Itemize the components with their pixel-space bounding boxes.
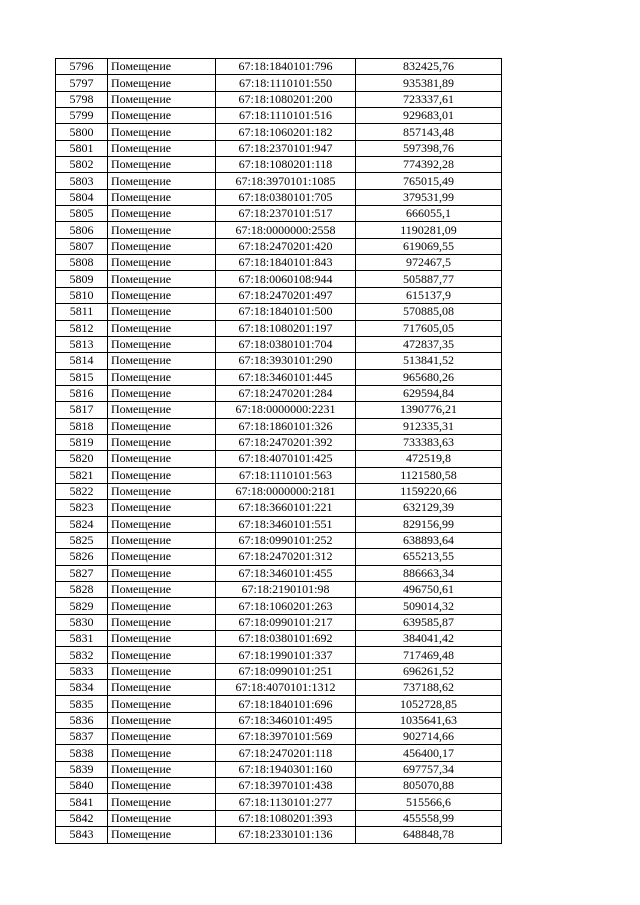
- row-number-cell: 5812: [56, 320, 108, 336]
- cadastral-value-cell: 1121580,58: [356, 467, 502, 483]
- table-row: [56, 663, 502, 679]
- cadastral-number-cell: 67:18:3660101:221: [216, 500, 356, 516]
- cadastral-value-cell: 655213,55: [356, 549, 502, 565]
- object-type-cell: Помещение: [108, 434, 216, 450]
- object-type-cell: Помещение: [108, 320, 216, 336]
- table-row: [56, 304, 502, 320]
- table-row: [56, 794, 502, 810]
- object-type-cell: Помещение: [108, 778, 216, 794]
- cadastral-value-cell: 505887,77: [356, 271, 502, 287]
- cadastral-value-cell: 696261,52: [356, 663, 502, 679]
- row-number-cell: 5838: [56, 745, 108, 761]
- cadastral-number-cell: 67:18:4070101:425: [216, 451, 356, 467]
- table-row: [56, 222, 502, 238]
- table-row: [56, 59, 502, 75]
- table-row: [56, 271, 502, 287]
- cadastral-value-cell: 774392,28: [356, 157, 502, 173]
- cadastral-number-cell: 67:18:0000000:2181: [216, 483, 356, 499]
- object-type-cell: Помещение: [108, 712, 216, 728]
- object-type-cell: Помещение: [108, 402, 216, 418]
- cadastral-value-cell: 638893,64: [356, 532, 502, 548]
- cadastral-number-cell: 67:18:2470201:118: [216, 745, 356, 761]
- row-number-cell: 5822: [56, 483, 108, 499]
- row-number-cell: 5798: [56, 91, 108, 107]
- cadastral-number-cell: 67:18:3930101:290: [216, 353, 356, 369]
- row-number-cell: 5805: [56, 206, 108, 222]
- table-row: [56, 483, 502, 499]
- table-row: [56, 827, 502, 843]
- cadastral-number-cell: 67:18:3970101:438: [216, 778, 356, 794]
- table-row: [56, 565, 502, 581]
- object-type-cell: Помещение: [108, 549, 216, 565]
- table-row: [56, 451, 502, 467]
- property-table: [55, 58, 502, 844]
- table-row: [56, 434, 502, 450]
- row-number-cell: 5799: [56, 108, 108, 124]
- table-row: [56, 598, 502, 614]
- cadastral-value-cell: 737188,62: [356, 680, 502, 696]
- cadastral-number-cell: 67:18:2470201:392: [216, 434, 356, 450]
- row-number-cell: 5823: [56, 500, 108, 516]
- cadastral-value-cell: 515566,6: [356, 794, 502, 810]
- row-number-cell: 5826: [56, 549, 108, 565]
- object-type-cell: Помещение: [108, 75, 216, 91]
- row-number-cell: 5814: [56, 353, 108, 369]
- cadastral-number-cell: 67:18:0000000:2558: [216, 222, 356, 238]
- table-row: [56, 647, 502, 663]
- cadastral-value-cell: 935381,89: [356, 75, 502, 91]
- cadastral-number-cell: 67:18:3460101:551: [216, 516, 356, 532]
- cadastral-value-cell: 472519,8: [356, 451, 502, 467]
- cadastral-value-cell: 829156,99: [356, 516, 502, 532]
- object-type-cell: Помещение: [108, 124, 216, 140]
- object-type-cell: Помещение: [108, 238, 216, 254]
- cadastral-number-cell: 67:18:0060108:944: [216, 271, 356, 287]
- cadastral-number-cell: 67:18:0990101:252: [216, 532, 356, 548]
- row-number-cell: 5833: [56, 663, 108, 679]
- cadastral-number-cell: 67:18:3970101:1085: [216, 173, 356, 189]
- row-number-cell: 5797: [56, 75, 108, 91]
- object-type-cell: Помещение: [108, 680, 216, 696]
- object-type-cell: Помещение: [108, 631, 216, 647]
- table-row: [56, 336, 502, 352]
- row-number-cell: 5825: [56, 532, 108, 548]
- cadastral-number-cell: 67:18:1080201:118: [216, 157, 356, 173]
- row-number-cell: 5843: [56, 827, 108, 843]
- cadastral-number-cell: 67:18:1840101:696: [216, 696, 356, 712]
- object-type-cell: Помещение: [108, 598, 216, 614]
- row-number-cell: 5837: [56, 729, 108, 745]
- row-number-cell: 5806: [56, 222, 108, 238]
- table-row: [56, 287, 502, 303]
- table-row: [56, 810, 502, 826]
- cadastral-number-cell: 67:18:2370101:947: [216, 140, 356, 156]
- row-number-cell: 5829: [56, 598, 108, 614]
- table-row: [56, 582, 502, 598]
- table-row: [56, 369, 502, 385]
- object-type-cell: Помещение: [108, 500, 216, 516]
- row-number-cell: 5796: [56, 59, 108, 75]
- object-type-cell: Помещение: [108, 614, 216, 630]
- cadastral-number-cell: 67:18:1110101:550: [216, 75, 356, 91]
- cadastral-number-cell: 67:18:1840101:843: [216, 255, 356, 271]
- table-row: [56, 761, 502, 777]
- table-row: [56, 516, 502, 532]
- table-row: [56, 745, 502, 761]
- object-type-cell: Помещение: [108, 336, 216, 352]
- cadastral-number-cell: 67:18:1080201:197: [216, 320, 356, 336]
- cadastral-number-cell: 67:18:1840101:796: [216, 59, 356, 75]
- cadastral-number-cell: 67:18:2470201:420: [216, 238, 356, 254]
- cadastral-value-cell: 629594,84: [356, 385, 502, 401]
- row-number-cell: 5836: [56, 712, 108, 728]
- object-type-cell: Помещение: [108, 59, 216, 75]
- cadastral-value-cell: 805070,88: [356, 778, 502, 794]
- cadastral-value-cell: 717605,05: [356, 320, 502, 336]
- cadastral-value-cell: 639585,87: [356, 614, 502, 630]
- row-number-cell: 5842: [56, 810, 108, 826]
- object-type-cell: Помещение: [108, 745, 216, 761]
- table-row: [56, 549, 502, 565]
- row-number-cell: 5821: [56, 467, 108, 483]
- table-row: [56, 532, 502, 548]
- row-number-cell: 5803: [56, 173, 108, 189]
- object-type-cell: Помещение: [108, 794, 216, 810]
- cadastral-number-cell: 67:18:0990101:251: [216, 663, 356, 679]
- cadastral-value-cell: 1390776,21: [356, 402, 502, 418]
- table-row: [56, 140, 502, 156]
- object-type-cell: Помещение: [108, 353, 216, 369]
- object-type-cell: Помещение: [108, 827, 216, 843]
- row-number-cell: 5828: [56, 582, 108, 598]
- object-type-cell: Помещение: [108, 418, 216, 434]
- row-number-cell: 5834: [56, 680, 108, 696]
- cadastral-number-cell: 67:18:1110101:563: [216, 467, 356, 483]
- table-row: [56, 108, 502, 124]
- object-type-cell: Помещение: [108, 663, 216, 679]
- cadastral-value-cell: 1159220,66: [356, 483, 502, 499]
- row-number-cell: 5816: [56, 385, 108, 401]
- cadastral-number-cell: 67:18:0380101:705: [216, 189, 356, 205]
- cadastral-number-cell: 67:18:1110101:516: [216, 108, 356, 124]
- cadastral-value-cell: 1190281,09: [356, 222, 502, 238]
- object-type-cell: Помещение: [108, 206, 216, 222]
- row-number-cell: 5818: [56, 418, 108, 434]
- cadastral-number-cell: 67:18:2330101:136: [216, 827, 356, 843]
- object-type-cell: Помещение: [108, 255, 216, 271]
- object-type-cell: Помещение: [108, 271, 216, 287]
- table-row: [56, 124, 502, 140]
- object-type-cell: Помещение: [108, 451, 216, 467]
- row-number-cell: 5831: [56, 631, 108, 647]
- row-number-cell: 5830: [56, 614, 108, 630]
- cadastral-value-cell: 472837,35: [356, 336, 502, 352]
- table-row: [56, 680, 502, 696]
- cadastral-value-cell: 929683,01: [356, 108, 502, 124]
- cadastral-number-cell: 67:18:1860101:326: [216, 418, 356, 434]
- row-number-cell: 5804: [56, 189, 108, 205]
- cadastral-number-cell: 67:18:0380101:692: [216, 631, 356, 647]
- object-type-cell: Помещение: [108, 222, 216, 238]
- cadastral-value-cell: 456400,17: [356, 745, 502, 761]
- object-type-cell: Помещение: [108, 582, 216, 598]
- row-number-cell: 5801: [56, 140, 108, 156]
- cadastral-number-cell: 67:18:1060201:182: [216, 124, 356, 140]
- table-row: [56, 778, 502, 794]
- row-number-cell: 5827: [56, 565, 108, 581]
- row-number-cell: 5815: [56, 369, 108, 385]
- cadastral-number-cell: 67:18:3460101:445: [216, 369, 356, 385]
- cadastral-number-cell: 67:18:1080201:200: [216, 91, 356, 107]
- table-row: [56, 631, 502, 647]
- cadastral-value-cell: 912335,31: [356, 418, 502, 434]
- object-type-cell: Помещение: [108, 516, 216, 532]
- table-row: [56, 467, 502, 483]
- row-number-cell: 5809: [56, 271, 108, 287]
- cadastral-number-cell: 67:18:1080201:393: [216, 810, 356, 826]
- cadastral-value-cell: 765015,49: [356, 173, 502, 189]
- cadastral-value-cell: 513841,52: [356, 353, 502, 369]
- object-type-cell: Помещение: [108, 157, 216, 173]
- cadastral-value-cell: 1035641,63: [356, 712, 502, 728]
- cadastral-number-cell: 67:18:1130101:277: [216, 794, 356, 810]
- row-number-cell: 5808: [56, 255, 108, 271]
- object-type-cell: Помещение: [108, 647, 216, 663]
- cadastral-number-cell: 67:18:3460101:495: [216, 712, 356, 728]
- object-type-cell: Помещение: [108, 532, 216, 548]
- row-number-cell: 5800: [56, 124, 108, 140]
- table-row: [56, 320, 502, 336]
- object-type-cell: Помещение: [108, 173, 216, 189]
- cadastral-value-cell: 1052728,85: [356, 696, 502, 712]
- row-number-cell: 5841: [56, 794, 108, 810]
- row-number-cell: 5811: [56, 304, 108, 320]
- table-row: [56, 385, 502, 401]
- object-type-cell: Помещение: [108, 91, 216, 107]
- cadastral-value-cell: 615137,9: [356, 287, 502, 303]
- cadastral-number-cell: 67:18:1940301:160: [216, 761, 356, 777]
- row-number-cell: 5819: [56, 434, 108, 450]
- cadastral-value-cell: 379531,99: [356, 189, 502, 205]
- cadastral-number-cell: 67:18:0990101:217: [216, 614, 356, 630]
- table-row: [56, 712, 502, 728]
- table-row: [56, 418, 502, 434]
- cadastral-number-cell: 67:18:2470201:497: [216, 287, 356, 303]
- table-row: [56, 696, 502, 712]
- cadastral-value-cell: 723337,61: [356, 91, 502, 107]
- table-row: [56, 75, 502, 91]
- table-row: [56, 614, 502, 630]
- cadastral-value-cell: 965680,26: [356, 369, 502, 385]
- cadastral-value-cell: 666055,1: [356, 206, 502, 222]
- object-type-cell: Помещение: [108, 696, 216, 712]
- table-row: [56, 353, 502, 369]
- row-number-cell: 5832: [56, 647, 108, 663]
- object-type-cell: Помещение: [108, 140, 216, 156]
- cadastral-value-cell: 972467,5: [356, 255, 502, 271]
- object-type-cell: Помещение: [108, 189, 216, 205]
- cadastral-value-cell: 455558,99: [356, 810, 502, 826]
- object-type-cell: Помещение: [108, 304, 216, 320]
- object-type-cell: Помещение: [108, 565, 216, 581]
- cadastral-value-cell: 570885,08: [356, 304, 502, 320]
- cadastral-number-cell: 67:18:3460101:455: [216, 565, 356, 581]
- cadastral-value-cell: 857143,48: [356, 124, 502, 140]
- row-number-cell: 5840: [56, 778, 108, 794]
- object-type-cell: Помещение: [108, 385, 216, 401]
- object-type-cell: Помещение: [108, 287, 216, 303]
- cadastral-value-cell: 509014,32: [356, 598, 502, 614]
- table-row: [56, 729, 502, 745]
- row-number-cell: 5802: [56, 157, 108, 173]
- cadastral-number-cell: 67:18:4070101:1312: [216, 680, 356, 696]
- row-number-cell: 5839: [56, 761, 108, 777]
- cadastral-number-cell: 67:18:0380101:704: [216, 336, 356, 352]
- row-number-cell: 5835: [56, 696, 108, 712]
- object-type-cell: Помещение: [108, 810, 216, 826]
- row-number-cell: 5813: [56, 336, 108, 352]
- object-type-cell: Помещение: [108, 467, 216, 483]
- cadastral-value-cell: 619069,55: [356, 238, 502, 254]
- row-number-cell: 5824: [56, 516, 108, 532]
- table-row: [56, 173, 502, 189]
- table-row: [56, 255, 502, 271]
- cadastral-number-cell: 67:18:1840101:500: [216, 304, 356, 320]
- object-type-cell: Помещение: [108, 108, 216, 124]
- row-number-cell: 5817: [56, 402, 108, 418]
- cadastral-value-cell: 733383,63: [356, 434, 502, 450]
- cadastral-value-cell: 697757,34: [356, 761, 502, 777]
- object-type-cell: Помещение: [108, 369, 216, 385]
- cadastral-number-cell: 67:18:2190101:98: [216, 582, 356, 598]
- cadastral-value-cell: 886663,34: [356, 565, 502, 581]
- cadastral-number-cell: 67:18:2470201:284: [216, 385, 356, 401]
- cadastral-value-cell: 384041,42: [356, 631, 502, 647]
- cadastral-value-cell: 902714,66: [356, 729, 502, 745]
- row-number-cell: 5807: [56, 238, 108, 254]
- cadastral-number-cell: 67:18:1060201:263: [216, 598, 356, 614]
- cadastral-value-cell: 648848,78: [356, 827, 502, 843]
- object-type-cell: Помещение: [108, 483, 216, 499]
- object-type-cell: Помещение: [108, 729, 216, 745]
- table-row: [56, 402, 502, 418]
- table-row: [56, 157, 502, 173]
- table-row: [56, 238, 502, 254]
- cadastral-number-cell: 67:18:2470201:312: [216, 549, 356, 565]
- cadastral-value-cell: 496750,61: [356, 582, 502, 598]
- cadastral-value-cell: 597398,76: [356, 140, 502, 156]
- cadastral-number-cell: 67:18:0000000:2231: [216, 402, 356, 418]
- row-number-cell: 5810: [56, 287, 108, 303]
- cadastral-number-cell: 67:18:2370101:517: [216, 206, 356, 222]
- cadastral-value-cell: 717469,48: [356, 647, 502, 663]
- table-row: [56, 189, 502, 205]
- table-row: [56, 500, 502, 516]
- table-row: [56, 91, 502, 107]
- cadastral-number-cell: 67:18:1990101:337: [216, 647, 356, 663]
- cadastral-value-cell: 832425,76: [356, 59, 502, 75]
- row-number-cell: 5820: [56, 451, 108, 467]
- cadastral-number-cell: 67:18:3970101:569: [216, 729, 356, 745]
- property-table-body: [56, 59, 502, 844]
- object-type-cell: Помещение: [108, 761, 216, 777]
- table-row: [56, 206, 502, 222]
- cadastral-value-cell: 632129,39: [356, 500, 502, 516]
